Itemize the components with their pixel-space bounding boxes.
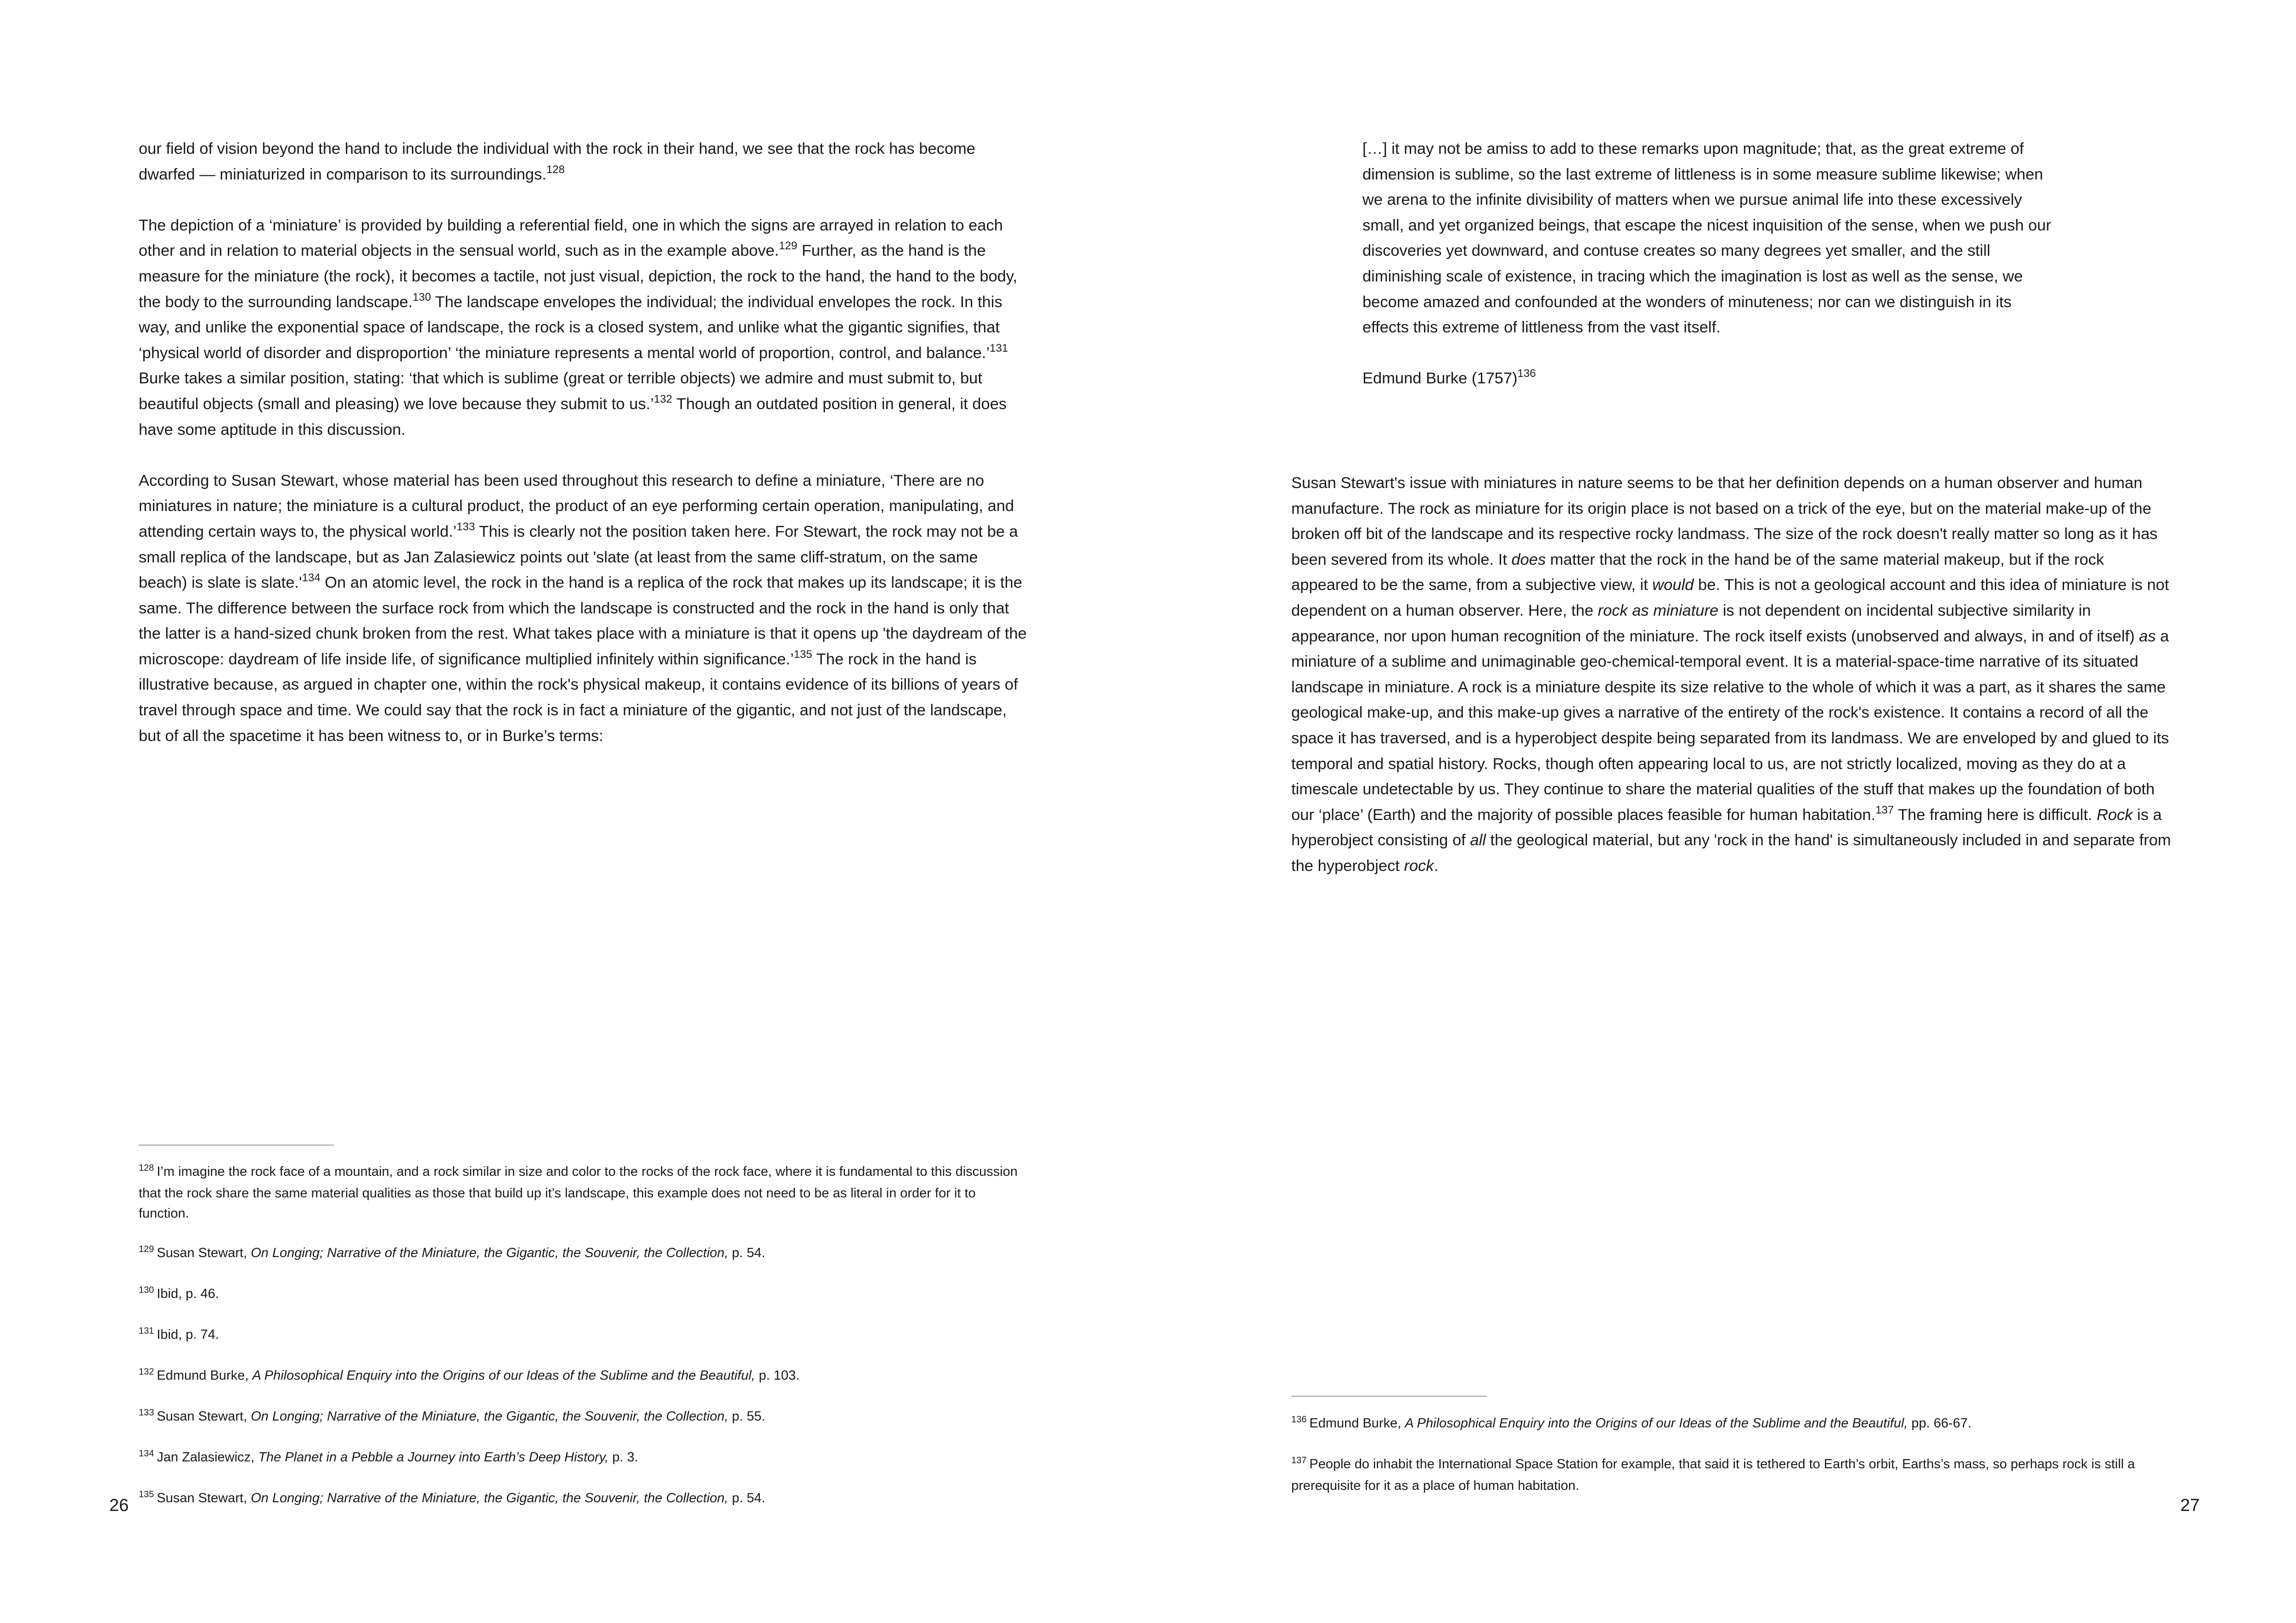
text-run: Susan Stewart, <box>157 1246 251 1260</box>
text-run: is a hyperobject consisting of <box>1291 806 2162 849</box>
quote-attribution <box>1362 366 2060 392</box>
footnote-number: 129 <box>139 1244 154 1254</box>
footnote-ref: 132 <box>653 393 672 405</box>
footnote-132 <box>139 1365 1027 1387</box>
footnote-number: 132 <box>139 1367 154 1377</box>
footnote-number: 131 <box>139 1326 154 1336</box>
footnote-ref: 133 <box>456 520 475 533</box>
emphasis-text: rock as miniature <box>1598 601 1719 619</box>
text-run: The landscape envelopes the individual; the individual envelopes the rock. In this way, and unlike the exponential space of landscape, the rock is a closed system, and unlike what the gigantic signifies, that ‘physical world of disorder and disproportion’ ‘the miniature represents a mental world of proportion, control, and balance.’ <box>139 293 1002 362</box>
footnote-136 <box>1291 1413 2173 1435</box>
text-run: p. 103. <box>755 1368 800 1383</box>
text-run: People do inhabit the International Space Station for example, that said it is tethered to Earth’s orbit, Earths’s mass, so perhaps rock is still a prerequisite for it as a place of human habitation. <box>1291 1457 2135 1493</box>
emphasis-text: On Longing; Narrative of the Miniature, the Gigantic, the Souvenir, the Collection, <box>251 1491 728 1505</box>
emphasis-text: does <box>1511 550 1546 568</box>
right-footnotes <box>1291 1413 2173 1515</box>
emphasis-text: On Longing; Narrative of the Miniature, the Gigantic, the Souvenir, the Collection, <box>251 1246 728 1260</box>
footnote-134 <box>139 1447 1027 1469</box>
emphasis-text: Rock <box>2096 806 2133 824</box>
text-run: According to Susan Stewart, whose material has been used throughout this research to define a miniature, ‘There are no miniatures in nature; the miniature is a cultural product, the product of an eye performing certain operation, manipulating, and attending certain ways to, the physical world.’ <box>139 472 1014 540</box>
text-run: The depiction of a ‘miniature’ is provided by building a referential field, one in which the signs are arrayed in relation to each other and in relation to material objects in the sensual world, such as in the example above. <box>139 216 1003 260</box>
block-quote-text: […] it may not be amiss to add to these remarks upon magnitude; that, as the great extreme of dimension is sublime, so the last extreme of littleness is in some measure sublime likewise; when we arena to the infinite divisibility of matters when we pursue animal life into these excessively small, and yet organized beings, that escape the nicest inquisition of the sense, when we push our discoveries yet downward, and contuse creates so many degrees yet smaller, and the still diminishing scale of existence, in tracing which the imagination is lost as well as the sense, we become amazed and confounded at the wonders of minuteness; nor can we distinguish in its effects this extreme of littleness from the vast itself. <box>1362 140 2051 337</box>
emphasis-text: The Planet in a Pebble a Journey into Earth’s Deep History, <box>258 1450 609 1465</box>
text-run: Burke takes a similar position, stating: ‘that which is sublime (great or terrible objects) we admire and must submit to, but beautiful objects (small and pleasing) we love because they submit to us.’ <box>139 370 982 413</box>
footnote-number: 137 <box>1291 1455 1307 1466</box>
emphasis-text: rock <box>1404 857 1434 875</box>
page-number-right: 27 <box>2180 1496 2200 1515</box>
footnote-ref: 134 <box>302 572 321 584</box>
footnote-131 <box>139 1325 1027 1346</box>
footnote-number: 135 <box>139 1489 154 1499</box>
footnote-number: 136 <box>1291 1415 1307 1425</box>
emphasis-text: as <box>2139 627 2156 645</box>
text-run: p. 3. <box>608 1450 638 1465</box>
text-run: the geological material, but any 'rock in the hand' is simultaneously included in and separate from the hyperobject <box>1291 831 2171 875</box>
footnote-133 <box>139 1406 1027 1428</box>
right-page <box>1148 0 2296 1623</box>
text-run: . <box>1434 857 1439 875</box>
footnote-divider <box>139 1145 334 1146</box>
paragraph <box>139 136 1027 187</box>
text-run: Susan Stewart, <box>157 1491 251 1505</box>
text-run: is not dependent on incidental subjective similarity in appearance, nor upon human recognition of the miniature. The rock itself exists (unobserved and always, in and of itself) <box>1291 601 2139 645</box>
text-run: Susan Stewart's issue with miniatures in nature seems to be that her definition depends on a human observer and human manufacture. The rock as miniature for its origin place is not based on a trick of the eye, but on the material make-up of the broken off bit of the landscape and its respective rocky landmass. The size of the rock doesn't really matter so long as it has been severed from its whole. It <box>1291 474 2158 568</box>
text-run: Susan Stewart, <box>157 1409 251 1424</box>
footnote-137 <box>1291 1454 2173 1496</box>
text-run: p. 54. <box>728 1246 765 1260</box>
text-run: p. 55. <box>728 1409 765 1424</box>
footnote-ref: 137 <box>1875 803 1894 816</box>
emphasis-text: On Longing; Narrative of the Miniature, the Gigantic, the Souvenir, the Collection, <box>251 1409 728 1424</box>
footnote-129 <box>139 1243 1027 1264</box>
footnote-number: 128 <box>139 1163 154 1173</box>
text-run: Jan Zalasiewicz, <box>157 1450 259 1465</box>
footnote-number: 134 <box>139 1449 154 1459</box>
text-run: matter that the rock in the hand be of the same material makeup, but if the rock appeared to be the same, from a subjective view, it <box>1291 550 2105 594</box>
text-run: pp. 66-67. <box>1908 1416 1972 1431</box>
text-run: The framing here is difficult. <box>1894 806 2097 824</box>
paragraph <box>139 213 1027 443</box>
footnote-135 <box>139 1488 1027 1510</box>
footnote-ref: 130 <box>412 291 431 303</box>
right-body-text <box>1291 471 2173 879</box>
text-run: Ibid, p. 46. <box>157 1286 219 1301</box>
text-run: be. This is not a geological account and this idea of miniature is not dependent on a human observer. Here, the <box>1291 576 2169 619</box>
footnote-ref: 136 <box>1517 367 1536 380</box>
quote-attribution-text: Edmund Burke (1757) <box>1362 370 1518 387</box>
text-run: our field of vision beyond the hand to include the individual with the rock in their hand, we see that the rock has become dwarfed — miniaturized in comparison to its surroundings. <box>139 140 975 183</box>
left-footnotes <box>139 1162 1027 1529</box>
emphasis-text: A Philosophical Enquiry into the Origins of our Ideas of the Sublime and the Beautiful, <box>1405 1416 1908 1431</box>
text-run: Though an outdated position in general, it does have some aptitude in this discussion. <box>139 395 1007 438</box>
text-run: Further, as the hand is the measure for the miniature (the rock), it becomes a tactile, not just visual, depiction, the rock to the hand, the hand to the body, the body to the surrounding landscape. <box>139 242 1018 311</box>
block-quote <box>1362 136 2060 392</box>
text-run: I’m imagine the rock face of a mountain, and a rock similar in size and color to the rocks of the rock face, where it is fundamental to this discussion that the rock share the same material qualities as those that build up it’s landscape, this example does not need to be as literal in order for it to function. <box>139 1164 1018 1221</box>
footnote-number: 133 <box>139 1408 154 1418</box>
text-run: On an atomic level, the rock in the hand is a replica of the rock that makes up its landscape; it is the same. The difference between the surface rock from which the landscape is constructed and the rock in the hand is only that the latter is a hand-sized chunk broken from the rest. What takes place with a miniature is that it opens up 'the daydream of the microscope: daydream of life inside life, of significance multiplied infinitely within significance.’ <box>139 574 1027 668</box>
emphasis-text: would <box>1652 576 1694 594</box>
footnote-ref: 129 <box>779 240 798 253</box>
paragraph <box>139 468 1027 749</box>
text-run: p. 54. <box>728 1491 765 1505</box>
page-number-left: 26 <box>109 1496 129 1515</box>
footnote-ref: 135 <box>793 648 812 661</box>
footnote-130 <box>139 1284 1027 1305</box>
text-run: Ibid, p. 74. <box>157 1327 219 1342</box>
footnote-divider <box>1291 1396 1486 1397</box>
left-body-text <box>139 136 1027 749</box>
footnote-ref: 128 <box>546 163 565 176</box>
footnote-128 <box>139 1162 1027 1224</box>
text-run: This is clearly not the position taken here. For Stewart, the rock may not be a small replica of the landscape, but as Jan Zalasiewicz points out 'slate (at least from the same cliff-stratum, on the same beach) is slate is slate.' <box>139 522 1018 592</box>
text-run: Edmund Burke, <box>1309 1416 1405 1431</box>
footnote-number: 130 <box>139 1285 154 1295</box>
text-run: The rock in the hand is illustrative because, as argued in chapter one, within the rock's physical makeup, it contains evidence of its billions of years of travel through space and time. We could say that the rock is in fact a miniature of the gigantic, and not just of the landscape, but of all the spacetime it has been witness to, or in Burke’s terms: <box>139 650 1018 745</box>
text-run: a miniature of a sublime and unimaginable geo-chemical-temporal event. It is a material-space-time narrative of its situated landscape in miniature. A rock is a miniature despite its size relative to the whole of which it was a part, as it shares the same geological make-up, and this make-up gives a narrative of the entirety of the rock's existence. It contains a record of all the space it has traversed, and is a hyperobject despite being separated from its landmass. We are enveloped by and glued to its temporal and spatial history. Rocks, though often appearing local to us, are not strictly localized, moving as they do at a timescale undetectable by us. They continue to share the material qualities of the stuff that makes up the foundation of both our ‘place’ (Earth) and the majority of possible places feasible for human habitation. <box>1291 627 2169 824</box>
paragraph <box>1291 471 2173 879</box>
footnote-ref: 131 <box>990 342 1008 354</box>
text-run: Edmund Burke, <box>157 1368 253 1383</box>
emphasis-text: all <box>1470 831 1486 849</box>
emphasis-text: A Philosophical Enquiry into the Origins of our Ideas of the Sublime and the Beautiful, <box>252 1368 755 1383</box>
